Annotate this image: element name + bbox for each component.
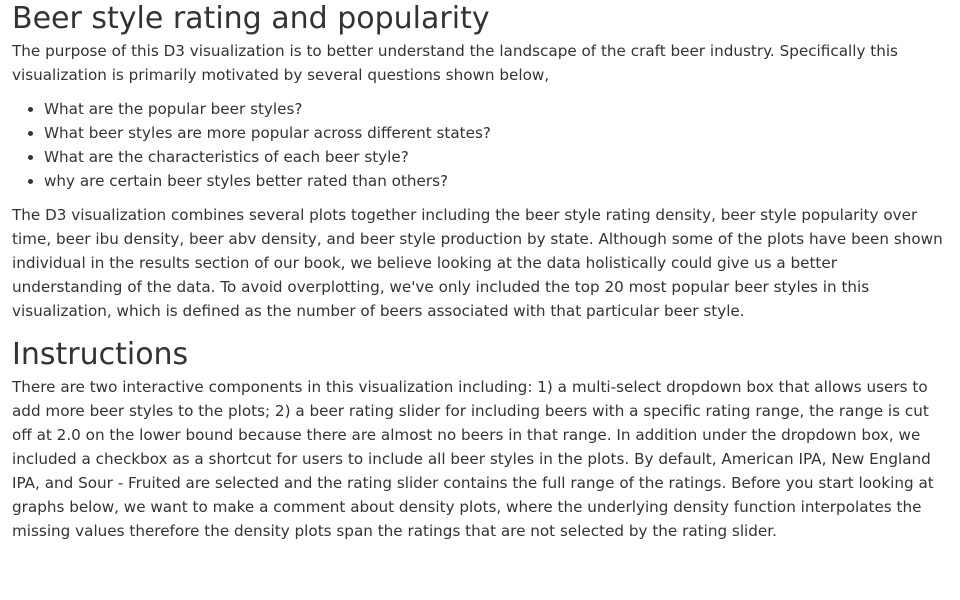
questions-list	[12, 97, 948, 193]
list-item: • What beer styles are more popular across different states?	[44, 121, 948, 145]
instructions-heading: Instructions	[12, 337, 189, 372]
instructions-paragraph: There are two interactive components in this visualization including: 1) a multi-select dropdown box that allows users to add more beer styles to the plots; 2) a beer rating slider for including beers with a specific rating range, the range is cut off at 2.0 on the lower bound because there are almost no beers in that range. In addition under the dropdown box, we included a checkbox as a shortcut for users to include all beer styles in the plots. By default, American IPA, New England IPA, and Sour - Fruited are selected and the rating slider contains the full range of the ratings. Before you start looking at graphs below, we want to make a comment about density plots, where the underlying density function interpolates the missing values therefore the density plots span the ratings that are not selected by the rating slider.	[12, 378, 934, 540]
description-paragraph: The D3 visualization combines several plots together including the beer style rating density, beer style popularity over time, beer ibu density, beer abv density, and beer style production by state. Although some of the plots have been shown individual in the results section of our book, we believe looking at the data holistically could give us a better understanding of the data. To avoid overplotting, we've only included the top 20 most popular beer styles in this visualization, which is defined as the number of beers associated with that particular beer style.	[12, 206, 943, 320]
list-item: • What are the popular beer styles?	[44, 97, 948, 121]
list-item: • why are certain beer styles better rated than others?	[44, 169, 948, 193]
intro-paragraph: The purpose of this D3 visualization is to better understand the landscape of the craft beer industry. Specifically this visualization is primarily motivated by several questions shown below,	[12, 42, 898, 84]
list-item: • What are the characteristics of each beer style?	[44, 145, 948, 169]
page-title: Beer style rating and popularity	[12, 1, 490, 36]
